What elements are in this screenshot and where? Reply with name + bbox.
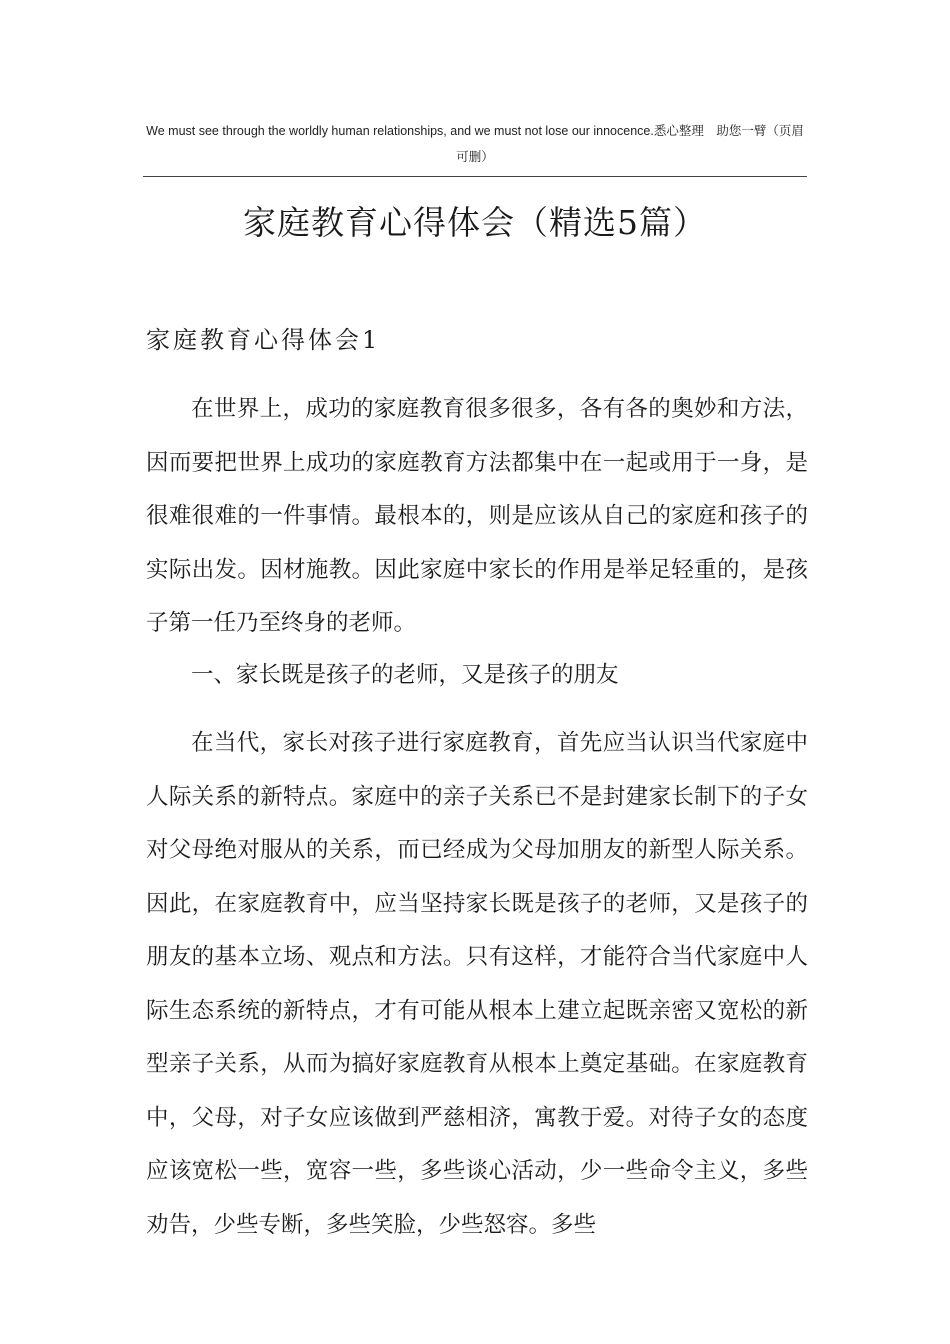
page-header: We must see through the worldly human relationships, and we must not lose our innocence.悉心整理 助您一臂（页眉可删）: [146, 124, 804, 164]
paragraph-body: 在当代，家长对孩子进行家庭教育，首先应当认识当代家庭中人际关系的新特点。家庭中的亲子关系已不是封建家长制下的子女对父母绝对服从的关系，而已经成为父母加朋友的新型人际关系。因此，在家庭教育中，应当坚持家长既是孩子的老师，又是孩子的朋友的基本立场、观点和方法。只有这样，才能符合当代家庭中人际生态系统的新特点，才有可能从根本上建立起既亲密又宽松的新型亲子关系，从而为搞好家庭教育从根本上奠定基础。在家庭教育中，父母，对子女应该做到严慈相济，寓教于爱。对待子女的态度应该宽松一些，宽容一些，多些谈心活动，少一些命令主义，多些劝告，少些专断，多些笑脸，少些怒容。多些: [146, 730, 808, 1238]
subheading-parent-role: 一、家长既是孩子的老师，又是孩子的朋友: [191, 662, 619, 688]
document-title: 家庭教育心得体会（精选5篇）: [243, 203, 707, 242]
paragraph-intro: 在世界上，成功的家庭教育很多很多，各有各的奥妙和方法，因而要把世界上成功的家庭教育方法都集中在一起或用于一身，是很难很难的一件事情。最根本的，则是应该从自己的家庭和孩子的实际出发。因材施教。因此家庭中家长的作用是举足轻重的，是孩子第一任乃至终身的老师。: [146, 396, 808, 636]
header-divider: [143, 176, 807, 177]
section-heading: 家庭教育心得体会1: [146, 326, 381, 354]
